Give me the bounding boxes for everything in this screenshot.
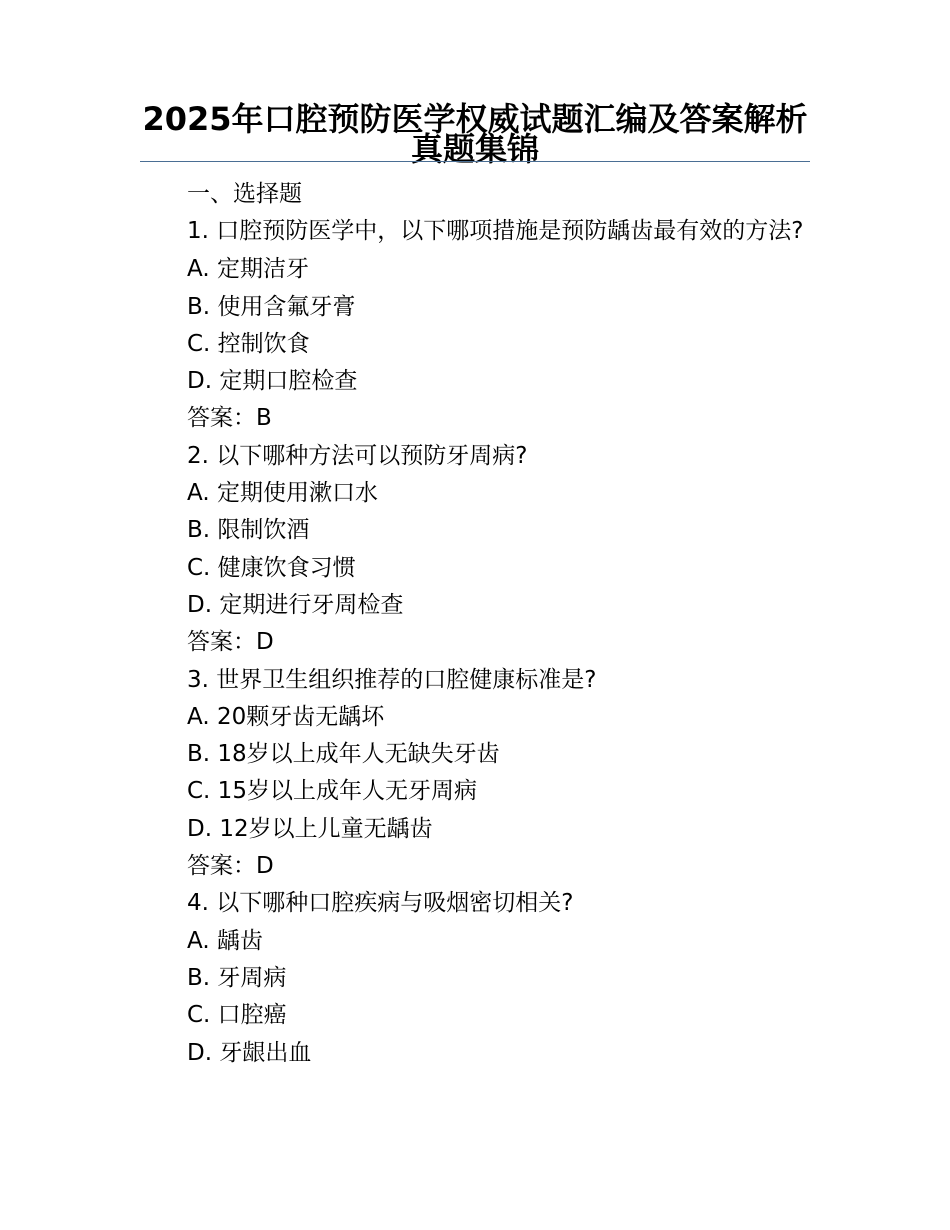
question-stem: 1. 口腔预防医学中，以下哪项措施是预防龋齿最有效的方法? xyxy=(187,218,804,245)
option: D. 12岁以上儿童无龋齿 xyxy=(187,815,433,842)
answer: 答案：D xyxy=(187,629,274,656)
document-title: 2025年口腔预防医学权威试题汇编及答案解析真题集锦 xyxy=(142,100,808,168)
section-heading: 一、选择题 xyxy=(187,181,302,207)
option: A. 20颗牙齿无龋坏 xyxy=(187,703,385,730)
option: D. 定期口腔检查 xyxy=(187,368,358,395)
option: A. 定期洁牙 xyxy=(187,256,309,283)
option: D. 牙龈出血 xyxy=(187,1039,312,1066)
option: B. 牙周病 xyxy=(187,964,287,991)
option: A. 龋齿 xyxy=(187,927,263,954)
option: B. 使用含氟牙膏 xyxy=(187,293,356,320)
option: D. 定期进行牙周检查 xyxy=(187,591,404,618)
document-body xyxy=(140,176,812,1072)
option: C. 15岁以上成年人无牙周病 xyxy=(187,778,477,805)
option: B. 18岁以上成年人无缺失牙齿 xyxy=(187,741,500,768)
option: C. 控制饮食 xyxy=(187,330,310,357)
question-stem: 3. 世界卫生组织推荐的口腔健康标准是? xyxy=(187,666,597,693)
question-stem: 2. 以下哪种方法可以预防牙周病? xyxy=(187,442,528,469)
option: C. 口腔癌 xyxy=(187,1002,287,1029)
question-stem: 4. 以下哪种口腔疾病与吸烟密切相关? xyxy=(187,890,574,917)
option: A. 定期使用漱口水 xyxy=(187,480,378,507)
answer: 答案：D xyxy=(187,853,274,880)
option: C. 健康饮食习惯 xyxy=(187,554,356,581)
option: B. 限制饮酒 xyxy=(187,517,310,544)
answer: 答案：B xyxy=(187,405,272,432)
title-underline xyxy=(140,161,810,162)
